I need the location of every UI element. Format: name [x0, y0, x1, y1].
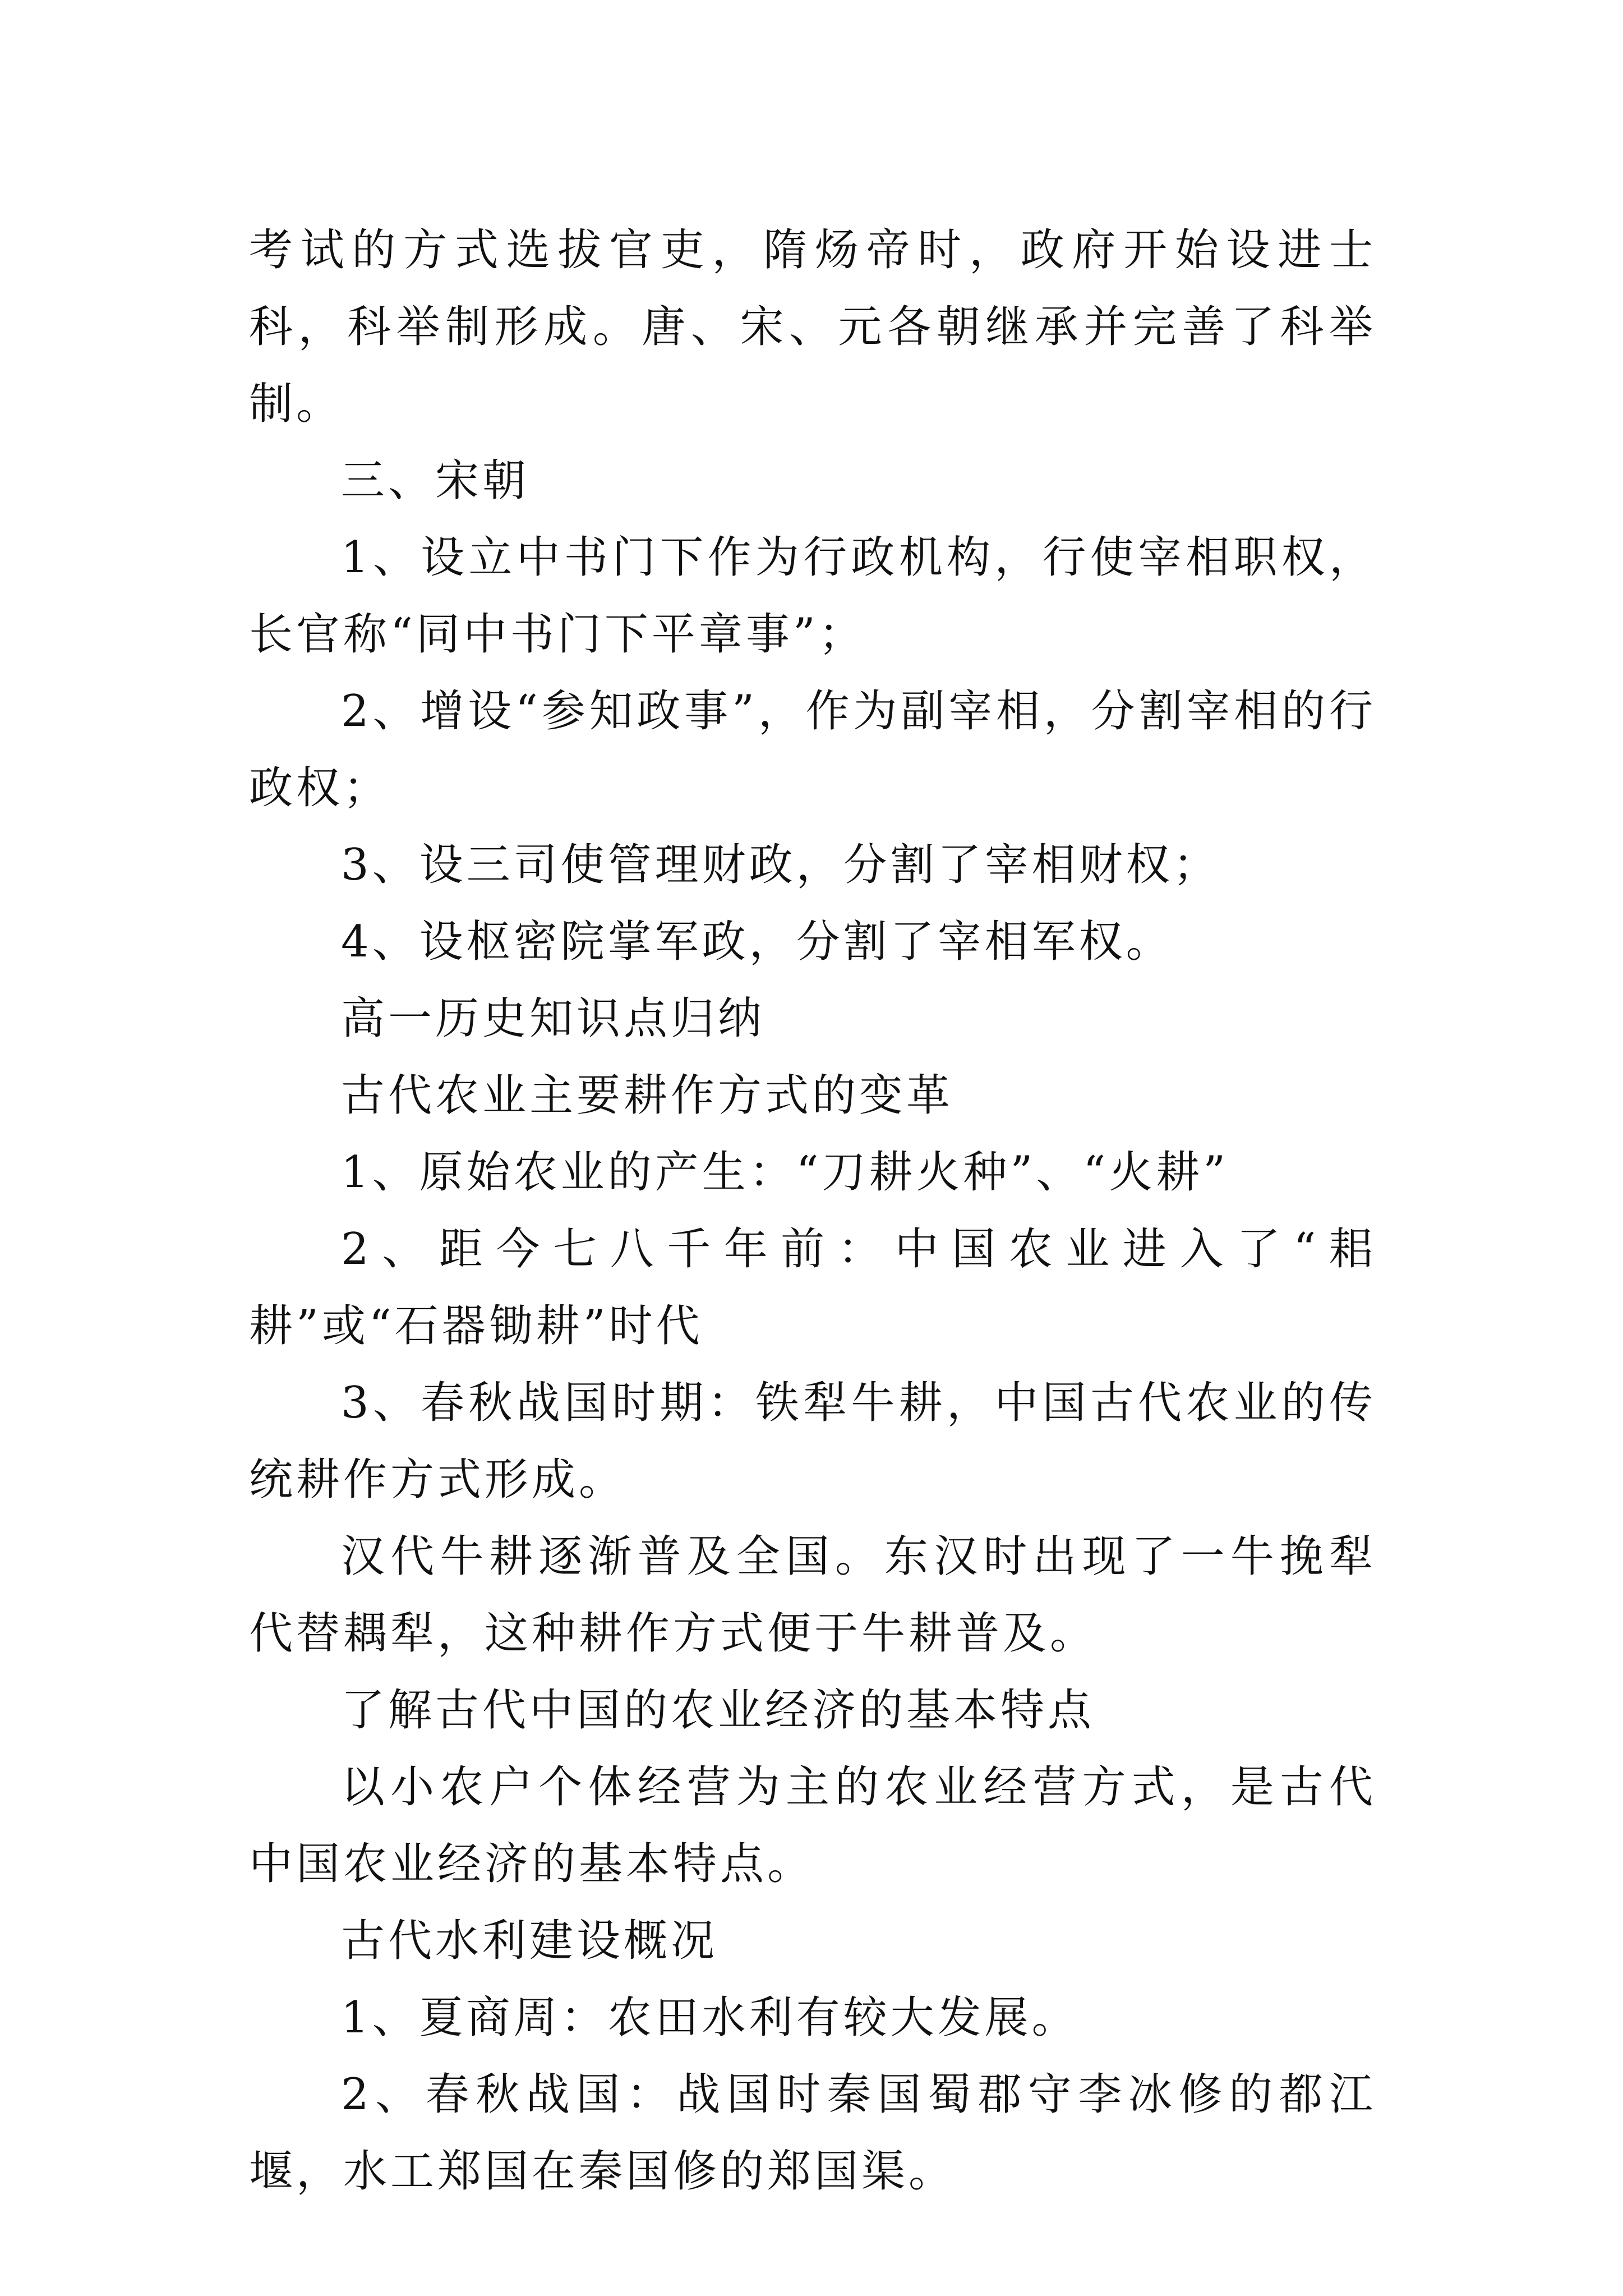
paragraph-song-3: 3、设三司使管理财政，分割了宰相财权；	[341, 840, 1220, 890]
document-body	[249, 212, 1376, 2210]
paragraph-agri-economy: 以小农户个体经营为主的农业经营方式，是古代中国农业经济的基本特点。	[249, 1762, 1376, 1889]
heading-song-dynasty: 三、宋朝	[341, 455, 530, 506]
paragraph-song-1: 1、设立中书门下作为行政机构，行使宰相职权，长官称“同中书门下平章事”；	[249, 532, 1376, 660]
heading-farming-methods: 古代农业主要耕作方式的变革	[341, 1070, 954, 1121]
heading-water-conservancy: 古代水利建设概况	[341, 1916, 718, 1966]
paragraph-song-4: 4、设枢密院掌军政，分割了宰相军权。	[341, 917, 1173, 967]
paragraph-water-2: 2、春秋战国：战国时秦国蜀郡守李冰修的都江堰，水工郑国在秦国修的郑国渠。	[249, 2069, 1376, 2197]
paragraph-farming-2: 2、距今七八千年前：中国农业进入了“耜耕”或“石器锄耕”时代	[249, 1224, 1376, 1351]
paragraph-song-2: 2、增设“参知政事”，作为副宰相，分割宰相的行政权；	[249, 686, 1376, 813]
paragraph-farming-1: 1、原始农业的产生：“刀耕火种”、“火耕”	[341, 1147, 1229, 1198]
paragraph-han-oxen: 汉代牛耕逐渐普及全国。东汉时出现了一牛挽犁代替耦犁，这种耕作方式便于牛耕普及。	[249, 1531, 1376, 1659]
paragraph-keju-continuation: 考试的方式选拔官吏，隋炀帝时，政府开始设进士科，科举制形成。唐、宋、元各朝继承并完善了科举制。	[249, 225, 1376, 429]
section-title-history-summary: 高一历史知识点归纳	[341, 993, 766, 1044]
paragraph-water-1: 1、夏商周：农田水利有较大发展。	[341, 1993, 1079, 2043]
heading-agri-economy: 了解古代中国的农业经济的基本特点	[341, 1685, 1095, 1736]
paragraph-farming-3: 3、春秋战国时期：铁犁牛耕，中国古代农业的传统耕作方式形成。	[249, 1378, 1376, 1505]
